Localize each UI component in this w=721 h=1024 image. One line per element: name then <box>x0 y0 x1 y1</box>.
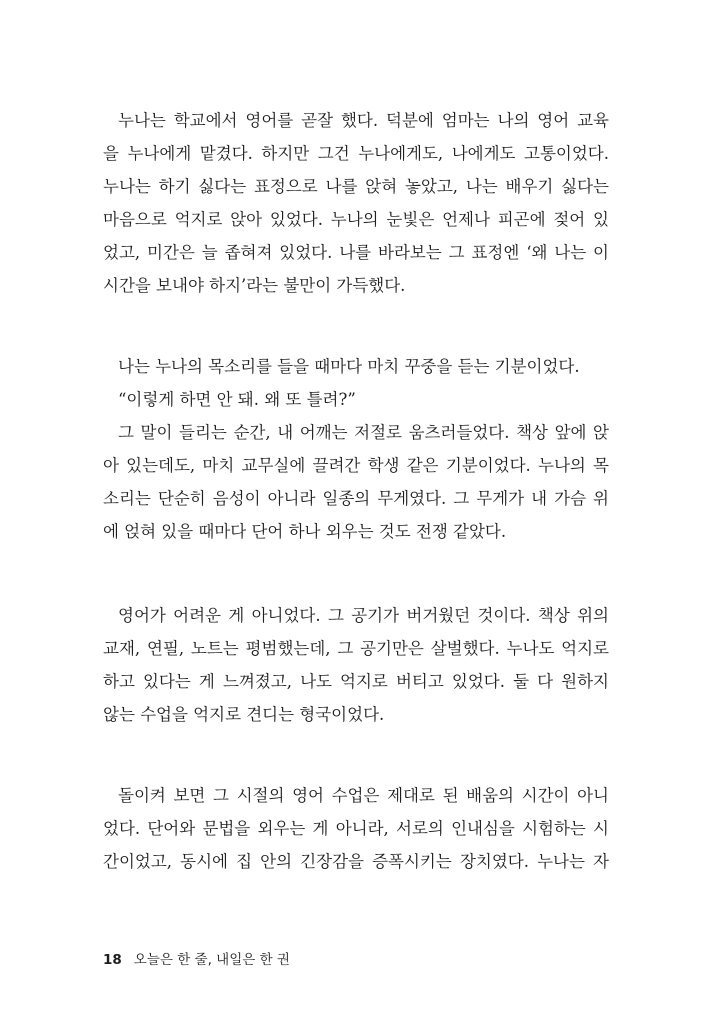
text-line: 돌이켜 보면 그 시절의 영어 수업은 제대로 된 배움의 시간이 아니 <box>118 786 609 805</box>
page-footer <box>103 948 290 968</box>
text-line: 었다. 단어와 문법을 외우는 게 아니라, 서로의 인내심을 시험하는 시 <box>103 819 609 838</box>
text-line: 그 말이 들리는 순간, 내 어깨는 저절로 움츠러들었다. 책상 앞에 앉 <box>118 423 609 442</box>
text-line: 누나는 하기 싫다는 표정으로 나를 앉혀 놓았고, 나는 배우기 싫다는 <box>103 177 609 196</box>
text-line: 을 누나에게 맡겼다. 하지만 그건 누나에게도, 나에게도 고통이었다. <box>103 144 609 163</box>
text-line: 나는 누나의 목소리를 들을 때마다 마치 꾸중을 듣는 기분이었다. <box>118 357 580 376</box>
text-line: 하고 있다는 게 느껴졌고, 나도 억지로 버티고 있었다. 둘 다 원하지 <box>103 672 609 691</box>
text-line: 교재, 연필, 노트는 평범했는데, 그 공기만은 살벌했다. 누나도 억지로 <box>103 639 609 658</box>
text-line: 영어가 어려운 게 아니었다. 그 공기가 버거웠던 것이다. 책상 위의 <box>118 606 609 625</box>
text-line: 소리는 단순히 음성이 아니라 일종의 무게였다. 그 무게가 내 가슴 위 <box>103 489 609 508</box>
text-line: 마음으로 억지로 앉아 있었다. 누나의 눈빛은 언제나 피곤에 젖어 있 <box>103 210 609 229</box>
page-number: 18 <box>103 952 122 968</box>
text-line: 간이었고, 동시에 집 안의 긴장감을 증폭시키는 장치였다. 누나는 자 <box>103 852 609 871</box>
text-line: 않는 수업을 억지로 견디는 형국이었다. <box>103 705 385 724</box>
text-line: 었고, 미간은 늘 좁혀져 있었다. 나를 바라보는 그 표정엔 ‘왜 나는 이 <box>103 243 609 262</box>
book-title: 오늘은 한 줄, 내일은 한 권 <box>133 952 290 968</box>
text-line: 시간을 보내야 하지’라는 불만이 가득했다. <box>103 276 406 295</box>
text-line: 아 있는데도, 마치 교무실에 끌려간 학생 같은 기분이었다. 누나의 목 <box>103 456 609 475</box>
text-line: “이렇게 하면 안 돼. 왜 또 틀려?” <box>118 390 356 409</box>
text-line: 에 얹혀 있을 때마다 단어 하나 외우는 것도 전쟁 같았다. <box>103 522 507 541</box>
text-line: 누나는 학교에서 영어를 곧잘 했다. 덕분에 엄마는 나의 영어 교육 <box>118 111 609 130</box>
